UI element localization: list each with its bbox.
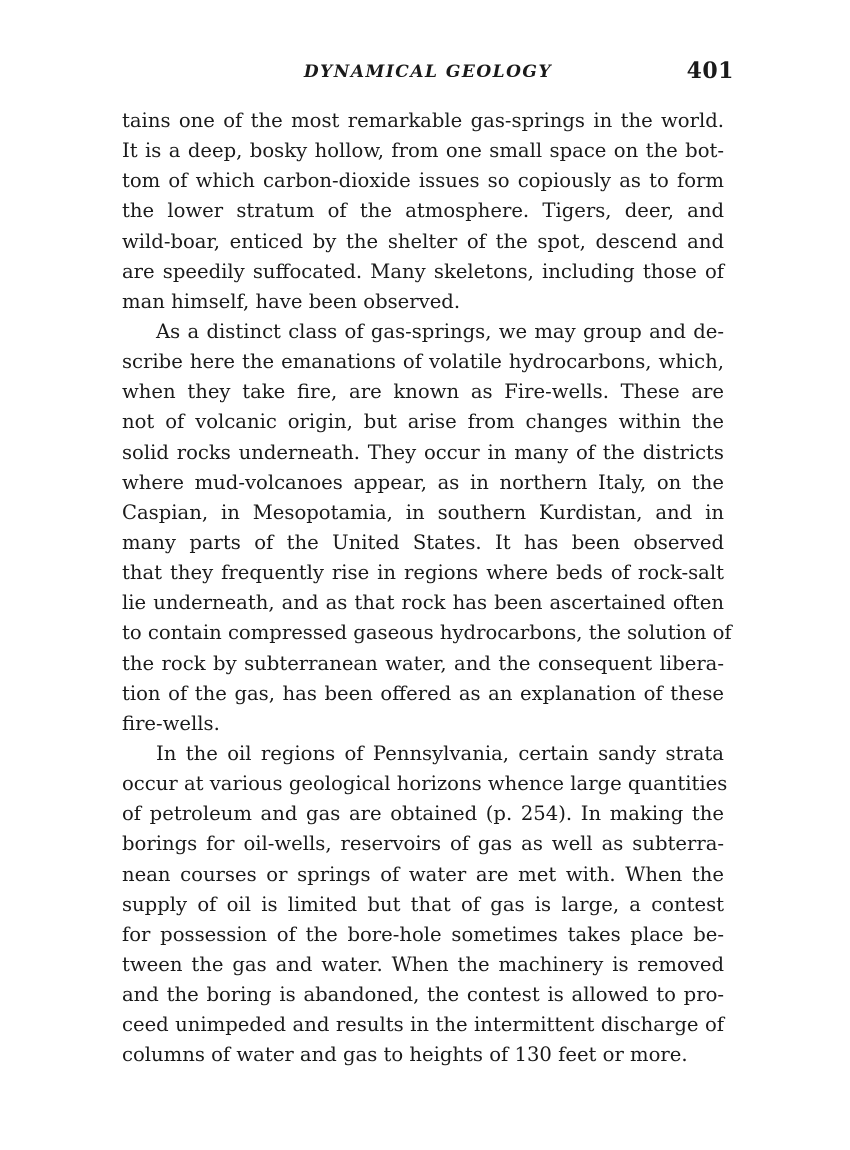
text-line: occur at various geological horizons whence large quantities	[122, 772, 728, 796]
text-line: where mud-volcanoes appear, as in northern Italy, on the	[122, 470, 724, 494]
body-text	[122, 106, 732, 1071]
text-line: tom of which carbon-dioxide issues so copiously as to form	[122, 169, 724, 193]
text-line: that they frequently rise in regions where beds of rock-salt	[122, 561, 724, 585]
text-line: scribe here the emanations of volatile hydrocarbons, which,	[122, 350, 724, 374]
text-line: tion of the gas, has been offered as an explanation of these	[122, 681, 724, 705]
text-line: of petroleum and gas are obtained (p. 254). In making the	[122, 802, 724, 826]
text-line: to contain compressed gaseous hydrocarbons, the solution of	[122, 621, 732, 645]
text-line: and the boring is abandoned, the contest is allowed to pro-	[122, 983, 724, 1007]
text-line: solid rocks underneath. They occur in many of the districts	[122, 440, 724, 464]
page-number: 401	[686, 58, 734, 84]
text-line: many parts of the United States. It has been observed	[122, 530, 724, 554]
text-line: supply of oil is limited but that of gas is large, a contest	[122, 892, 724, 916]
text-line: It is a deep, bosky hollow, from one small space on the bot-	[122, 139, 724, 163]
paragraph	[122, 739, 728, 1071]
paragraph	[122, 317, 732, 739]
text-line: the lower stratum of the atmosphere. Tigers, deer, and	[122, 199, 724, 223]
text-line: ceed unimpeded and results in the intermittent discharge of	[122, 1013, 724, 1037]
text-line: fire-wells.	[122, 711, 220, 735]
text-line: the rock by subterranean water, and the consequent libera-	[122, 651, 724, 675]
text-line: Caspian, in Mesopotamia, in southern Kurdistan, and in	[122, 500, 724, 524]
text-line: tween the gas and water. When the machinery is removed	[122, 952, 724, 976]
text-line: nean courses or springs of water are met with. When the	[122, 862, 724, 886]
text-line: for possession of the bore-hole sometimes takes place be-	[122, 922, 724, 946]
text-line: man himself, have been observed.	[122, 289, 461, 313]
text-line: not of volcanic origin, but arise from changes within the	[122, 410, 724, 434]
text-line: lie underneath, and as that rock has been ascertained often	[122, 591, 724, 615]
text-line: tains one of the most remarkable gas-springs in the world.	[122, 109, 724, 132]
text-line: As a distinct class of gas-springs, we may group and de-	[156, 319, 724, 343]
text-line: In the oil regions of Pennsylvania, certain sandy strata	[156, 741, 724, 765]
text-line: are speedily suffocated. Many skeletons, including those of	[122, 259, 724, 283]
running-title: DYNAMICAL GEOLOGY	[303, 62, 553, 82]
text-line: borings for oil-wells, reservoirs of gas as well as subterra-	[122, 832, 724, 856]
text-line: wild-boar, enticed by the shelter of the spot, descend and	[122, 229, 724, 253]
paragraph	[122, 106, 724, 317]
running-head	[122, 58, 734, 88]
text-line: columns of water and gas to heights of 130 feet or more.	[122, 1043, 688, 1067]
text-line: when they take fire, are known as Fire-wells. These are	[122, 380, 724, 404]
